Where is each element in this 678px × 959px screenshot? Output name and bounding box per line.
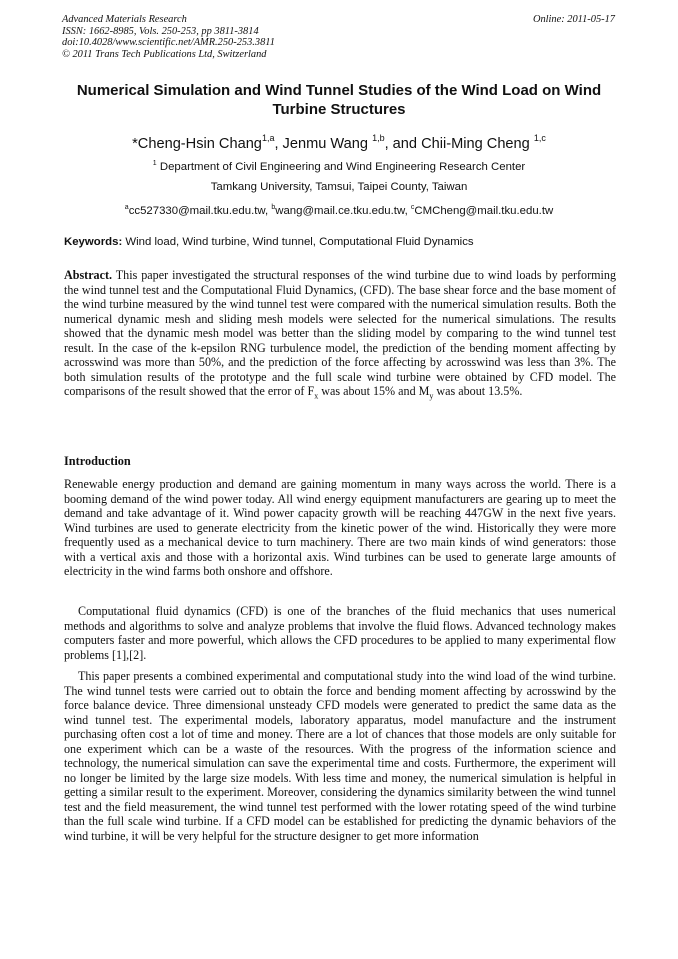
email-a-sup: a [124,204,129,211]
department-text: Department of Civil Engineering and Wind Engineering Research Center [156,160,526,173]
intro-paragraph-1: Renewable energy production and demand are gaining momentum in many ways across the world. There is a booming demand of the wind power today. All wind energy equipment manufacturers are gearing up to meet the demand and take advantage of it. Wind power capacity growth will be reaching 447GW in the next five years. Wind turbines are used to generate electricity from the kinetic power of the wind. Historically they were more frequently used as a mechanical device to turn machinery. There are two main kinds of wind generators: those with a vertical axis and those with a horizontal axis. Wind turbines can be used to generate large amounts of electricity in the wind farms both onshore and offshore. [64,477,616,578]
abstract-text-2: was about 15% and M [318,384,430,398]
author-1-sup: 1,a [261,133,275,143]
abstract-text-1: This paper investigated the structural responses of the wind turbine due to wind loads by performing the wind tunnel test and the Computational Fluid Dynamics, (CFD). The base shear force and the base moment of the wind turbine measured by the wind tunnel test were compared with the numerical simulation results. Both the numerical dynamic mesh and sliding mesh models were selected for the numerical simulations. The results showed that the dynamic mesh model was better than the sliding model by comparing to the wind tunnel test result. In the case of the k-epsilon RNG turbulence model, the prediction of the bending moment affecting by acrosswind was more than 50%, and the prediction of the force affecting by acrosswind was less than 3%. The both simulation results of the prototype and the full scale wind turbine were obtained by CFD model. The comparisons of the result showed that the error of F [64,268,616,398]
journal-name: Advanced Materials Research [62,14,187,25]
affiliation-sup: 1 [152,160,157,167]
author-3-sup: 1,c [533,133,546,143]
abstract [64,268,616,404]
paper-title: Numerical Simulation and Wind Tunnel Studies of the Wind Load on Wind Turbine Structures [76,82,602,118]
abstract-text-3: was about 13.5%. [433,384,523,398]
introduction-heading: Introduction [64,454,131,468]
email-line [62,201,616,218]
author-separator-1: , Jenmu Wang [274,135,373,152]
email-b-sup: b [271,204,276,211]
keywords [64,235,616,249]
keywords-label: Keywords: [64,236,123,248]
email-c: CMCheng@mail.tku.edu.tw [414,204,554,217]
author-2-sup: 1,b [372,133,385,143]
fx-subscript: x [314,391,319,401]
copyright-line: © 2011 Trans Tech Publications Ltd, Switzerland [62,48,267,60]
author-1: *Cheng-Hsin Chang [132,135,262,152]
abstract-label: Abstract. [64,268,113,282]
issn-line: ISSN: 1662-8985, Vols. 250-253, pp 3811-3814 [62,25,259,37]
my-subscript: y [429,391,434,401]
keywords-text: Wind load, Wind turbine, Wind tunnel, Computational Fluid Dynamics [122,236,474,248]
author-line [62,130,616,153]
affiliation-department [62,157,616,174]
doi-line: doi:10.4028/www.scientific.net/AMR.250-253.3811 [62,37,275,49]
email-b: wang@mail.ce.tku.edu.tw, [275,204,411,217]
intro-paragraph-2: Computational fluid dynamics (CFD) is one of the branches of the fluid mechanics that uses numerical methods and algorithms to solve and analyze problems that involve the fluid flows. Advanced technology makes computers faster and more powerful, which allows the CFD procedures to be applied to many experimental flow problems [1],[2]. [64,604,616,662]
online-date: Online: 2011-05-17 [532,14,615,25]
email-c-sup: c [410,204,415,211]
author-separator-2: , and Chii-Ming Cheng [384,135,534,152]
intro-paragraph-3: This paper presents a combined experimental and computational study into the wind load of the wind turbine. The wind tunnel tests were carried out to obtain the force and bending moment affecting by acrosswind by the force balance device. Three dimensional unsteady CFD models were generated to predict the same data as the wind tunnel test. The experimental models, laboratory apparatus, model manufacture and the instrument purchasing often cost a lot of time and money. There are a lot of chances that those models are only suitable for one experiment which can be a waste of the resources. With the progress of the information science and technology, the numerical simulation can save the experimental time and costs. Furthermore, the experiment will no longer be limited by the large size models. With less time and money, the numerical simulation is helpful in getting a similar result to the experiment. Moreover, considering the dynamics similarity between the wind tunnel test and the field measurement, the wind tunnel test performed with the lower rotating speed of the wind turbine than the full scale wind turbine. If a CFD model can be established for predicting the dynamic behaviors of the wind turbine, it will be very helpful for the structure designer to get more information [64,669,616,843]
email-a: cc527330@mail.tku.edu.tw, [128,204,272,217]
journal-header [62,14,275,60]
affiliation-university: Tamkang University, Tamsui, Taipei County, Taiwan [210,181,468,193]
